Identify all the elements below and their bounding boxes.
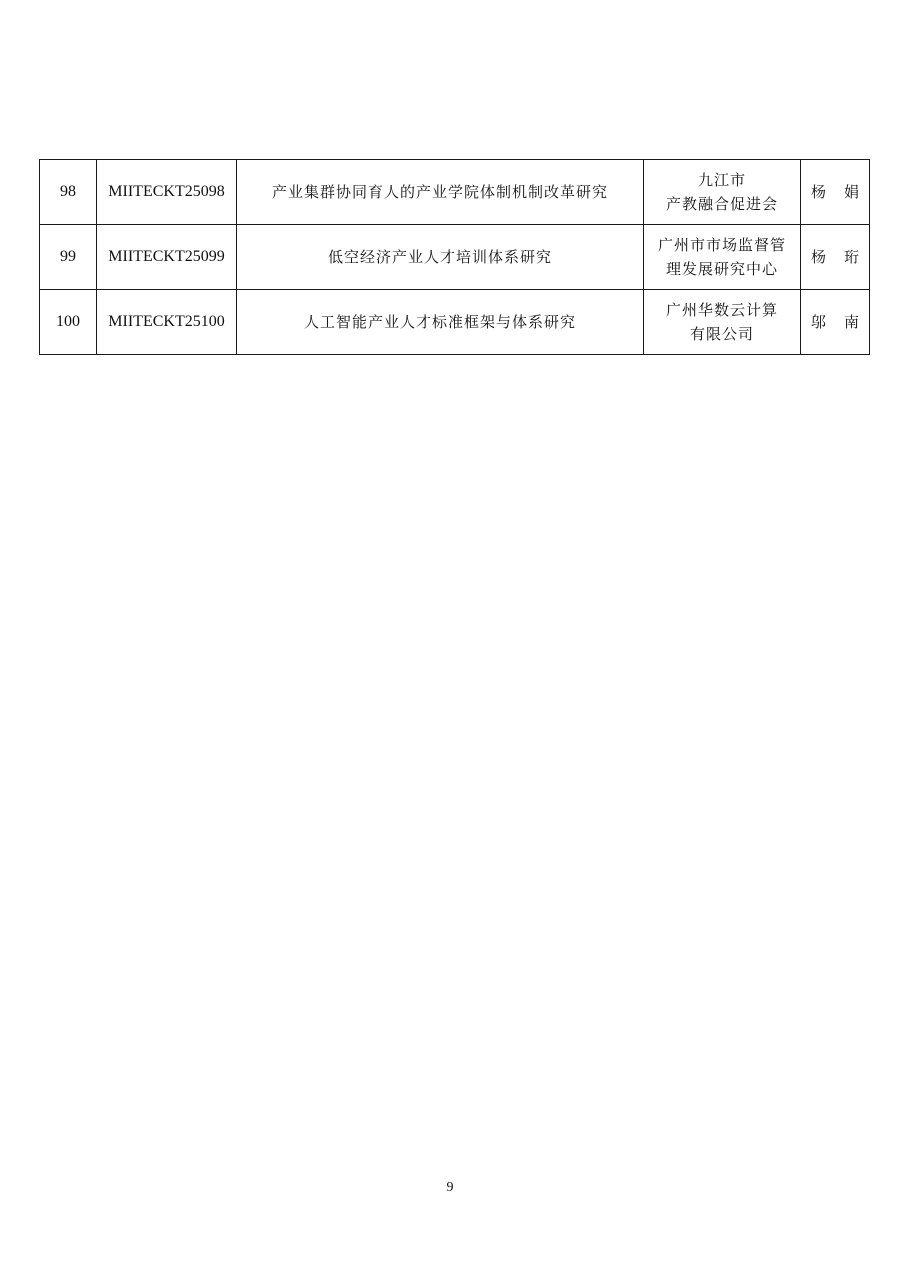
- row-number: 98: [40, 160, 97, 225]
- project-lead: [801, 290, 870, 355]
- applicant-unit-line: 产教融合促进会: [665, 195, 778, 213]
- project-title: 低空经济产业人才培训体系研究: [237, 225, 644, 290]
- project-table: [39, 159, 870, 355]
- applicant-unit-line: 广州市市场监督管: [657, 236, 786, 254]
- table-row: [40, 225, 870, 290]
- project-lead-char: 杨: [811, 183, 827, 201]
- project-lead-char: 杨: [811, 248, 827, 266]
- project-code: MIITECKT25098: [97, 160, 237, 225]
- project-lead-char: 南: [843, 313, 859, 331]
- applicant-unit-line: 理发展研究中心: [665, 260, 778, 278]
- table-row: [40, 160, 870, 225]
- row-number: 100: [40, 290, 97, 355]
- applicant-unit-line: 九江市: [697, 171, 746, 189]
- applicant-unit-line: 有限公司: [689, 325, 754, 343]
- applicant-unit: [644, 225, 801, 290]
- project-lead-char: 珩: [843, 248, 859, 266]
- applicant-unit-line: 广州华数云计算: [665, 301, 778, 319]
- page-number: 9: [446, 1180, 454, 1195]
- project-code: MIITECKT25100: [97, 290, 237, 355]
- project-lead: [801, 225, 870, 290]
- project-title: 产业集群协同育人的产业学院体制机制改革研究: [237, 160, 644, 225]
- project-lead-char: 娟: [843, 183, 859, 201]
- table-row: [40, 290, 870, 355]
- project-code: MIITECKT25099: [97, 225, 237, 290]
- applicant-unit: [644, 160, 801, 225]
- project-lead-char: 邬: [811, 313, 827, 331]
- project-title: 人工智能产业人才标准框架与体系研究: [237, 290, 644, 355]
- project-lead: [801, 160, 870, 225]
- applicant-unit: [644, 290, 801, 355]
- row-number: 99: [40, 225, 97, 290]
